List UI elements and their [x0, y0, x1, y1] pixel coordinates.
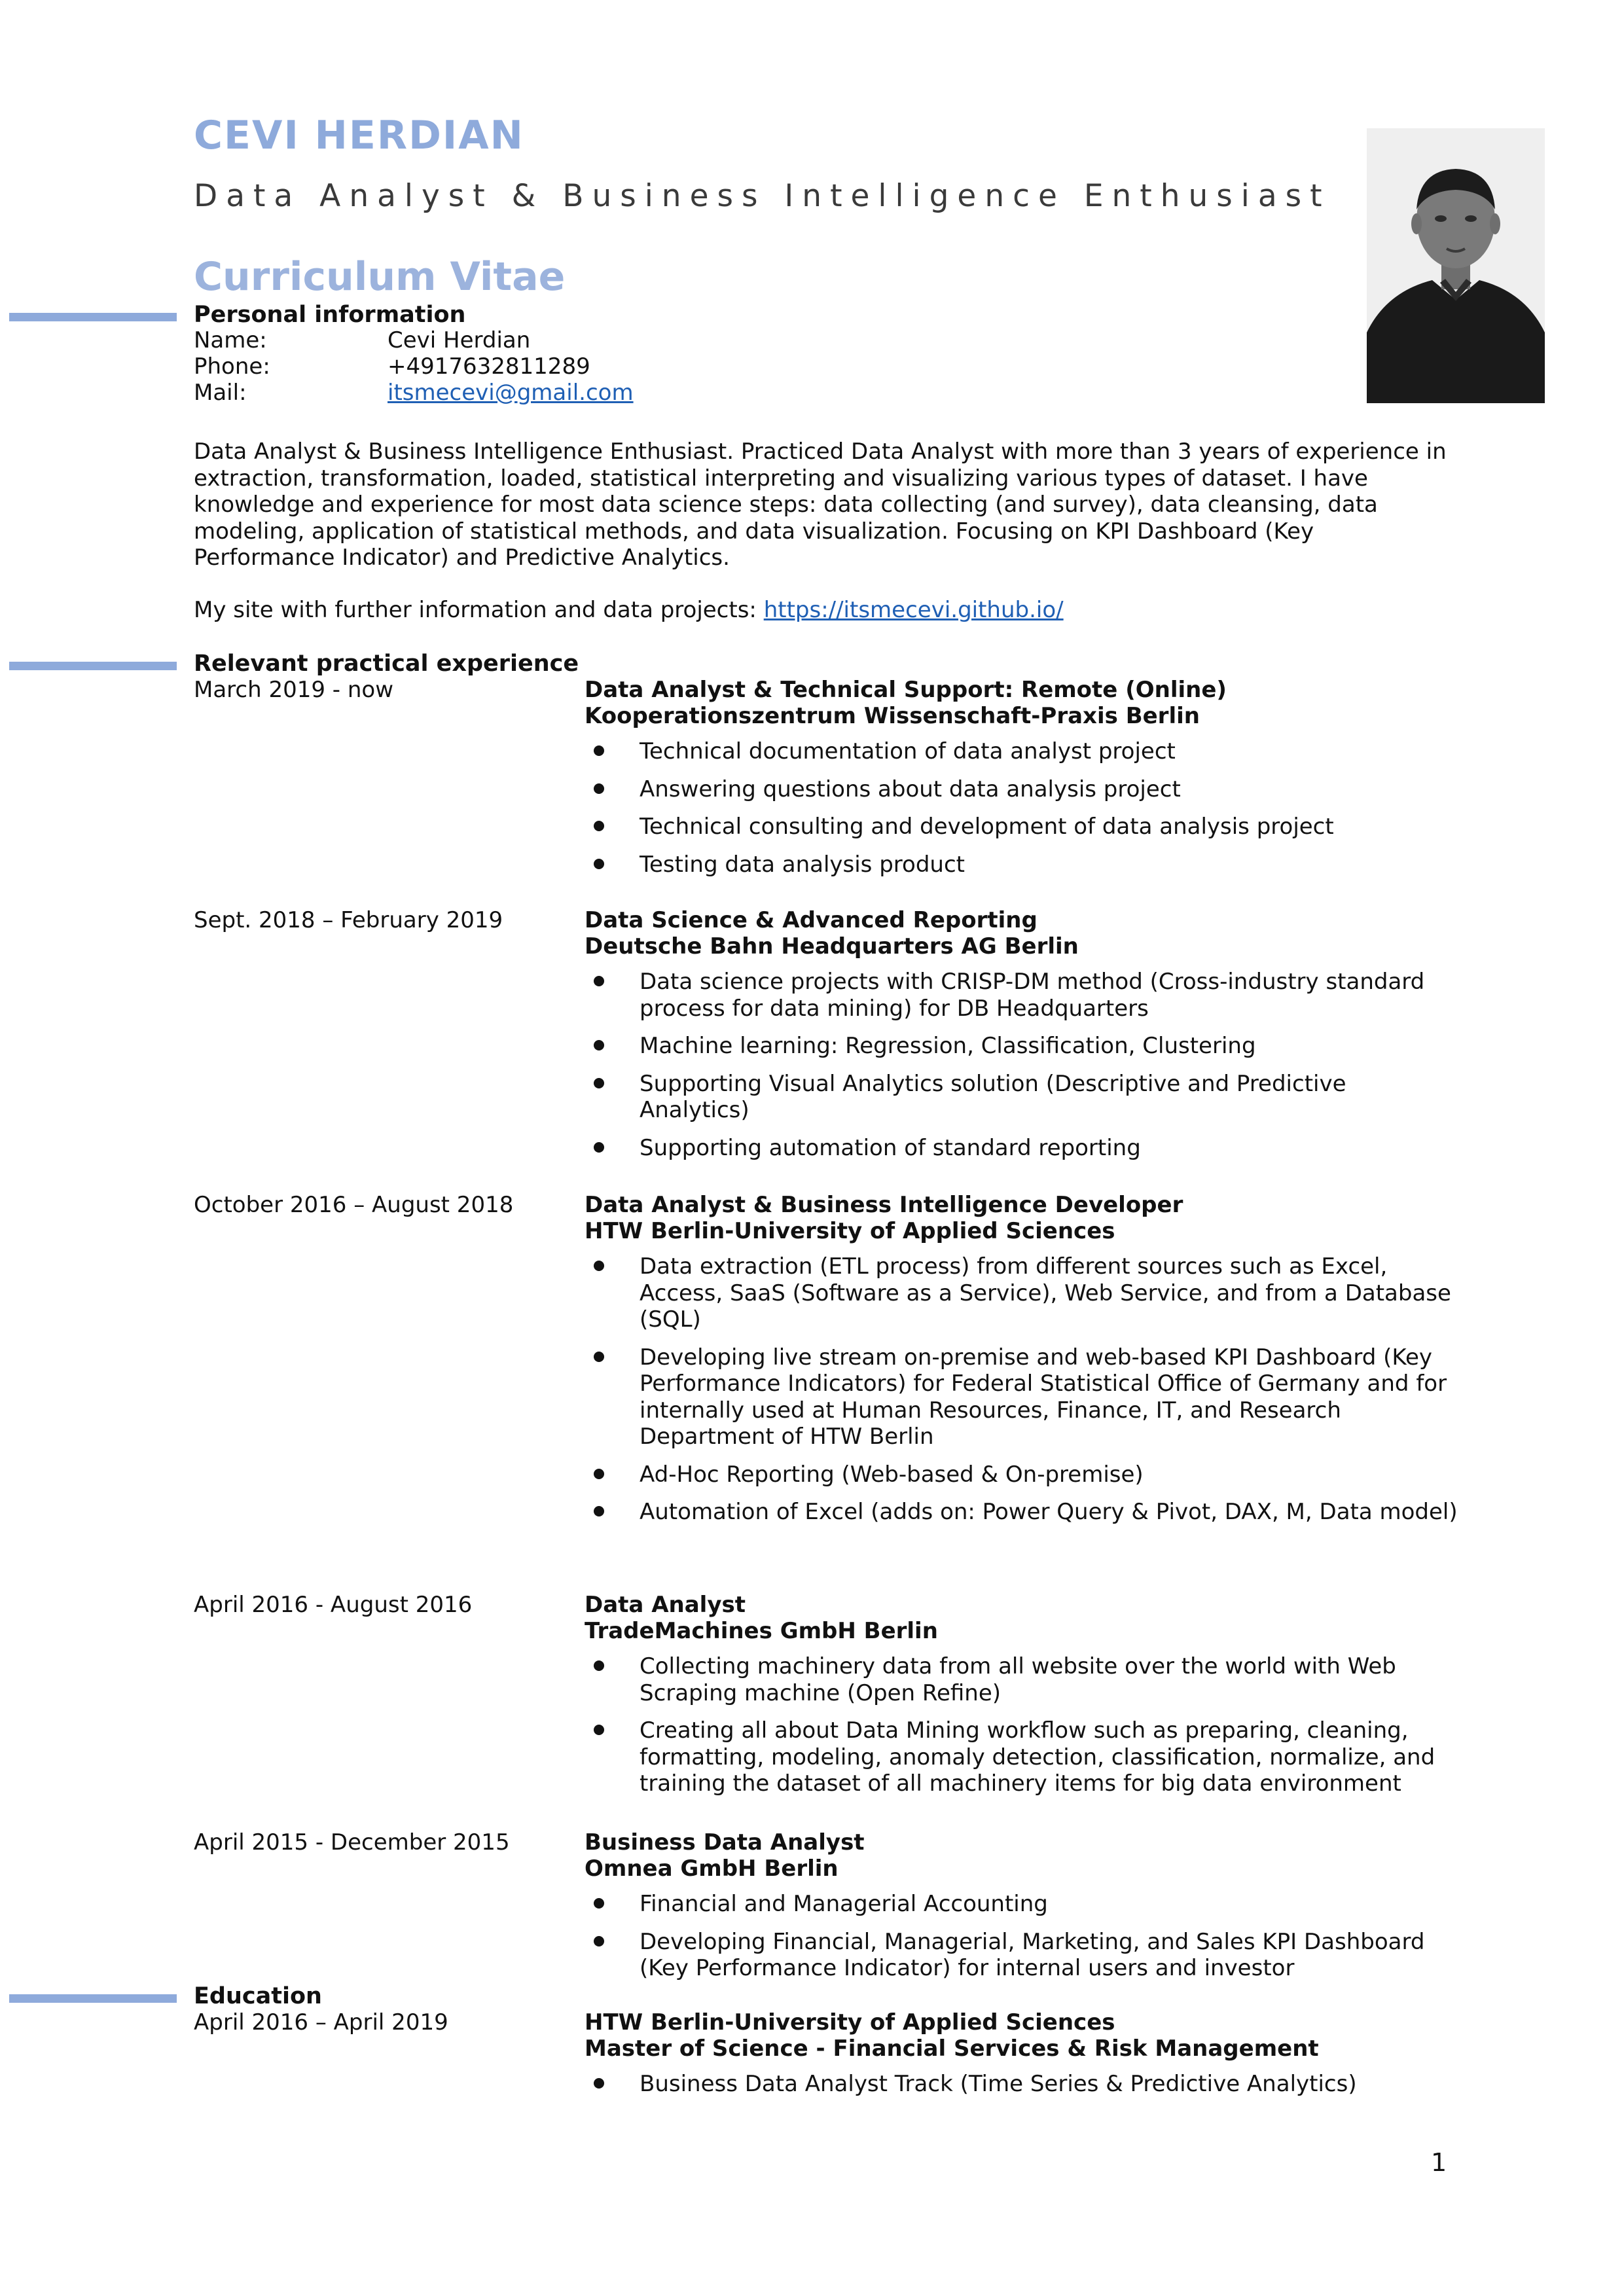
list-item: Testing data analysis product: [585, 852, 1462, 878]
entry-role: Data Science & Advanced Reporting: [585, 907, 1038, 933]
entry-bullet-list: [585, 969, 1462, 1172]
entry-organization: HTW Berlin-University of Applied Sciences: [585, 1218, 1115, 1244]
entry-institution: HTW Berlin-University of Applied Sciences: [585, 2009, 1115, 2036]
entry-organization: Kooperationszentrum Wissenschaft-Praxis Berlin: [585, 703, 1200, 729]
page-number: 1: [1431, 2148, 1447, 2177]
entry-bullet-list: [585, 1891, 1462, 1993]
list-item: Automation of Excel (adds on: Power Query & Pivot, DAX, M, Data model): [585, 1499, 1462, 1526]
list-item: Technical consulting and development of data analysis project: [585, 814, 1462, 840]
section-accent-bar: [9, 1994, 177, 2003]
list-item: Developing live stream on-premise and web-based KPI Dashboard (Key Performance Indicators) for Federal Statistical Office of Germany and for internally used at Human Resources, Finance, IT, and Research Department of HTW Berlin: [585, 1344, 1462, 1450]
candidate-name: CEVI HERDIAN: [194, 113, 524, 158]
list-item: Supporting automation of standard reporting: [585, 1135, 1462, 1162]
entry-organization: TradeMachines GmbH Berlin: [585, 1618, 938, 1644]
entry-period: April 2016 – April 2019: [194, 2009, 448, 2036]
personal-info-title: Personal information: [194, 302, 466, 328]
entry-bullet-list: [585, 1653, 1462, 1808]
list-item: Data science projects with CRISP-DM method (Cross-industry standard process for data mining) for DB Headquarters: [585, 969, 1462, 1022]
education-title: Education: [194, 1983, 322, 2009]
entry-bullet-list: [585, 2071, 1462, 2109]
entry-period: Sept. 2018 – February 2019: [194, 907, 503, 933]
tagline: Data Analyst & Business Intelligence Enthusiast: [194, 178, 1331, 214]
phone-value: +4917632811289: [388, 353, 590, 380]
entry-period: April 2015 - December 2015: [194, 1829, 510, 1856]
list-item: Creating all about Data Mining workflow such as preparing, cleaning, formatting, modeling, anomaly detection, classification, normalize, and training the dataset of all machinery items for big data environment: [585, 1717, 1462, 1797]
list-item: Financial and Managerial Accounting: [585, 1891, 1462, 1918]
email-link[interactable]: itsmecevi@gmail.com: [388, 380, 634, 406]
entry-organization: Deutsche Bahn Headquarters AG Berlin: [585, 933, 1079, 960]
list-item: Data extraction (ETL process) from different sources such as Excel, Access, SaaS (Software as a Service), Web Service, and from a Database (SQL): [585, 1253, 1462, 1333]
list-item: Developing Financial, Managerial, Marketing, and Sales KPI Dashboard (Key Performance Indicator) for internal users and investor: [585, 1929, 1462, 1982]
site-line: [194, 597, 1064, 623]
entry-role: Business Data Analyst: [585, 1829, 865, 1856]
section-accent-bar: [9, 662, 177, 670]
entry-organization: Omnea GmbH Berlin: [585, 1856, 839, 1882]
list-item: Supporting Visual Analytics solution (Descriptive and Predictive Analytics): [585, 1071, 1462, 1124]
entry-period: March 2019 - now: [194, 677, 394, 703]
entry-role: Data Analyst & Business Intelligence Developer: [585, 1192, 1183, 1218]
list-item: Collecting machinery data from all website over the world with Web Scraping machine (Open Refine): [585, 1653, 1462, 1706]
phone-label: Phone:: [194, 353, 270, 380]
profile-summary: Data Analyst & Business Intelligence Enthusiast. Practiced Data Analyst with more than 3 years of experience in extraction, transformation, loaded, statistical interpreting and visualizing various types of dataset. I have knowledge and experience for most data science steps: data collecting (and survey), data cleansing, data modeling, application of statistical methods, and data visualization. Focusing on KPI Dashboard (Key Performance Indicator) and Predictive Analytics.: [194, 439, 1447, 571]
profile-photo: [1367, 128, 1545, 403]
list-item: Ad-Hoc Reporting (Web-based & On-premise): [585, 1462, 1462, 1488]
site-link[interactable]: https://itsmecevi.github.io/: [763, 597, 1064, 623]
name-value: Cevi Herdian: [388, 327, 531, 353]
list-item: Technical documentation of data analyst project: [585, 738, 1462, 765]
entry-bullet-list: [585, 738, 1462, 889]
entry-period: April 2016 - August 2016: [194, 1592, 473, 1618]
experience-title: Relevant practical experience: [194, 651, 579, 677]
list-item: Machine learning: Regression, Classification, Clustering: [585, 1033, 1462, 1060]
mail-label: Mail:: [194, 380, 247, 406]
entry-bullet-list: [585, 1253, 1462, 1537]
entry-role: Data Analyst & Technical Support: Remote (Online): [585, 677, 1227, 703]
name-label: Name:: [194, 327, 267, 353]
site-prefix: My site with further information and data projects:: [194, 597, 764, 623]
entry-degree: Master of Science - Financial Services & Risk Management: [585, 2036, 1319, 2062]
cv-title: Curriculum Vitae: [194, 254, 566, 300]
entry-role: Data Analyst: [585, 1592, 746, 1618]
section-accent-bar: [9, 313, 177, 321]
entry-period: October 2016 – August 2018: [194, 1192, 514, 1218]
list-item: Business Data Analyst Track (Time Series & Predictive Analytics): [585, 2071, 1462, 2098]
portrait-image: [1367, 128, 1545, 403]
list-item: Answering questions about data analysis project: [585, 776, 1462, 803]
